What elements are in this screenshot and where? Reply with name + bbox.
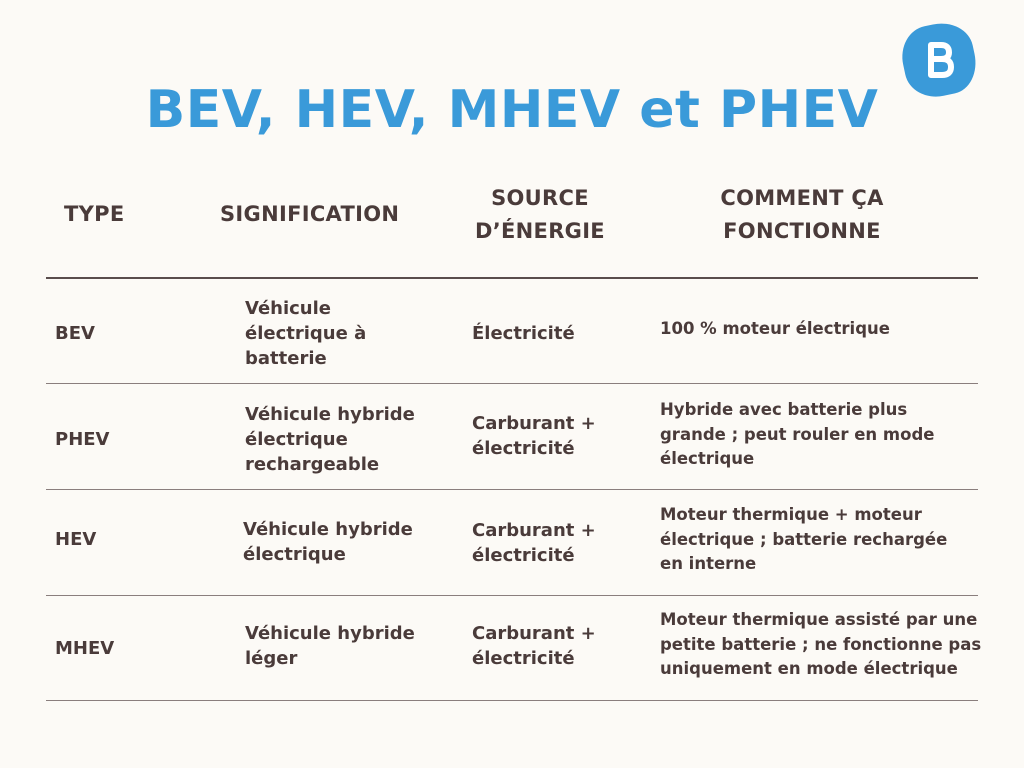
- table-bottom-rule: [46, 700, 978, 701]
- page-title: BEV, HEV, MHEV et PHEV: [145, 80, 879, 140]
- row-hev-type: HEV: [55, 529, 97, 550]
- row-bev-source: Électricité: [472, 323, 575, 344]
- row-phev-how: Hybride avec batterie plus grande ; peut rouler en mode électrique: [660, 400, 935, 468]
- row-mhev-how: Moteur thermique assisté par une petite batterie ; ne fonctionne pas uniquement en mode électrique: [660, 610, 982, 678]
- row-divider: [46, 383, 978, 384]
- column-header-source: SOURCE D’ÉNERGIE: [475, 186, 605, 243]
- row-divider: [46, 595, 978, 596]
- row-hev-how: Moteur thermique + moteur électrique ; batterie rechargée en interne: [660, 505, 948, 573]
- row-bev-meaning: Véhicule électrique à batterie: [245, 298, 367, 369]
- row-hev-meaning: Véhicule hybride électrique: [243, 519, 413, 565]
- row-divider: [46, 489, 978, 490]
- header-divider: [46, 277, 978, 279]
- row-hev-source: Carburant + électricité: [472, 520, 596, 566]
- column-header-how: COMMENT ÇA FONCTIONNE: [720, 186, 884, 243]
- row-mhev-source: Carburant + électricité: [472, 623, 596, 669]
- row-phev-source: Carburant + électricité: [472, 413, 596, 459]
- row-phev-meaning: Véhicule hybride électrique rechargeable: [245, 404, 415, 475]
- column-header-type: TYPE: [64, 202, 125, 226]
- row-mhev-type: MHEV: [55, 638, 115, 659]
- row-bev-how: 100 % moteur électrique: [660, 319, 890, 338]
- column-header-signification: SIGNIFICATION: [220, 202, 400, 226]
- row-bev-type: BEV: [55, 323, 95, 344]
- row-phev-type: PHEV: [55, 429, 110, 450]
- row-mhev-meaning: Véhicule hybride léger: [245, 623, 415, 669]
